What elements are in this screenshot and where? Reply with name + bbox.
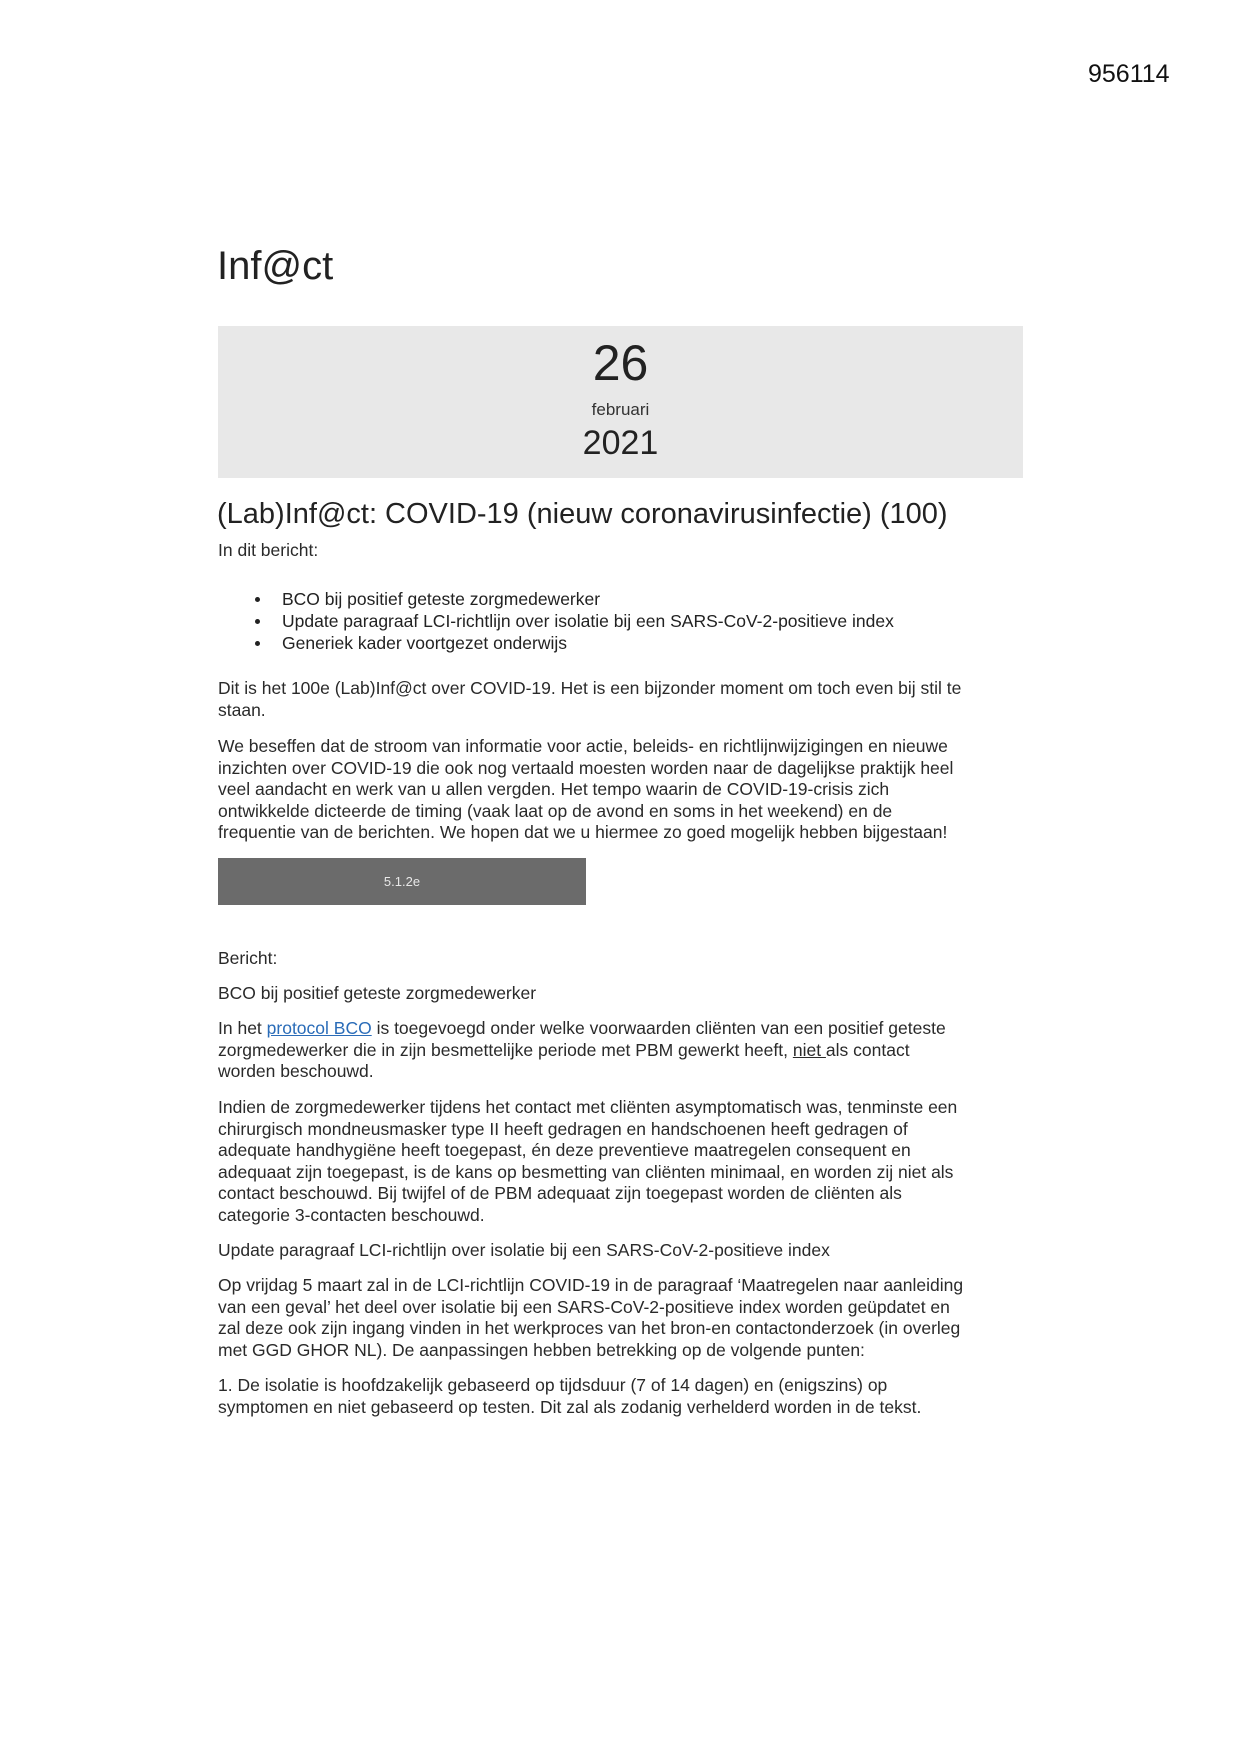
bericht-label: Bericht: bbox=[218, 948, 278, 968]
intro-label: In dit bericht: bbox=[218, 540, 319, 560]
message-title: (Lab)Inf@ct: COVID-19 (nieuw coronavirusinfectie) (100) bbox=[217, 498, 948, 530]
text-line: We beseffen dat de stroom van informatie voor actie, beleids- en richtlijnwijzigingen en nieuwe bbox=[218, 736, 948, 756]
text-line: veel aandacht en werk van u allen vergden. Het tempo waarin de COVID-19-crisis zich bbox=[218, 779, 890, 800]
text-line: contact beschouwd. Bij twijfel of de PBM adequaat zijn toegepast worden de cliënten als bbox=[218, 1183, 902, 1204]
paragraph-100th bbox=[218, 678, 961, 721]
paragraph-bco-protocol: In het protocol BCO is toegevoegd onder welke voorwaarden cliënten van een positief geteste zorgmedewerker die in zijn besmettelijke periode met PBM gewerkt heeft, niet als contact worden beschouwd. bbox=[218, 1018, 946, 1082]
text-line: Op vrijdag 5 maart zal in de LCI-richtlijn COVID-19 in de paragraaf ‘Maatregelen naar aanleiding bbox=[218, 1275, 964, 1295]
date-day: 26 bbox=[592, 335, 649, 391]
list-item: Generiek kader voortgezet onderwijs bbox=[255, 632, 894, 654]
text-line: adequate handhygiëne heeft toegepast, én deze preventieve maatregelen consequent en bbox=[218, 1140, 911, 1161]
date-month: februari bbox=[591, 400, 650, 419]
list-item: BCO bij positief geteste zorgmedewerker bbox=[255, 588, 894, 610]
paragraph-isolation bbox=[218, 1275, 963, 1361]
text-line: ontwikkelde dicteerde de timing (vaak laat op de avond en soms in het weekend) en de bbox=[218, 800, 893, 821]
section-heading-bco: BCO bij positief geteste zorgmedewerker bbox=[218, 983, 537, 1003]
text-line: inzichten over COVID-19 die ook nog vertaald moesten worden naar de dagelijkse praktijk heel bbox=[218, 757, 954, 778]
document-number: 956114 bbox=[1088, 60, 1170, 88]
text-line: Indien de zorgmedewerker tijdens het contact met cliënten asymptomatisch was, tenminste een bbox=[218, 1097, 958, 1117]
date-box bbox=[218, 326, 1023, 478]
paragraph-thanks bbox=[218, 736, 953, 844]
text-line: chirurgisch mondneusmasker type II heeft gedragen en handschoenen heeft gedragen of bbox=[218, 1118, 908, 1139]
list-item: Update paragraaf LCI-richtlijn over isolatie bij een SARS-CoV-2-positieve index bbox=[255, 610, 894, 632]
section-heading-isolation: Update paragraaf LCI-richtlijn over isolatie bij een SARS-CoV-2-positieve index bbox=[218, 1240, 830, 1260]
paragraph-bco-conditions bbox=[218, 1097, 957, 1227]
text-line: worden beschouwd. bbox=[218, 1061, 374, 1082]
paragraph-point-1 bbox=[218, 1375, 921, 1418]
text-line: adequaat zijn toegepast, is de kans op besmetting van cliënten minimaal, en worden zij niet als bbox=[218, 1161, 954, 1182]
text-line: symptomen en niet gebaseerd op testen. Dit zal als zodanig verhelderd worden in de tekst. bbox=[218, 1396, 922, 1417]
summary-list bbox=[255, 588, 894, 654]
text-line: 1. De isolatie is hoofdzakelijk gebaseerd op tijdsduur (7 of 14 dagen) en (enigszins) op bbox=[218, 1375, 888, 1395]
date-year: 2021 bbox=[582, 424, 659, 462]
text-line: staan. bbox=[218, 699, 266, 720]
text-line: van een geval’ het deel over isolatie bij een SARS-CoV-2-positieve index worden geüpdatet en bbox=[218, 1296, 950, 1317]
text-line: met GGD GHOR NL). De aanpassingen hebben betrekking op de volgende punten: bbox=[218, 1339, 865, 1360]
protocol-bco-link[interactable]: protocol BCO bbox=[266, 1018, 372, 1038]
text-line: frequentie van de berichten. We hopen dat we u hiermee zo goed mogelijk hebben bijgestaan! bbox=[218, 822, 948, 843]
text-line: Dit is het 100e (Lab)Inf@ct over COVID-19. Het is een bijzonder moment om toch even bij stil te bbox=[218, 678, 962, 698]
text-line: categorie 3-contacten beschouwd. bbox=[218, 1204, 485, 1225]
text-line: zal deze ook zijn ingang vinden in het werkproces van het bron-en contactonderzoek (in overleg bbox=[218, 1318, 961, 1339]
brand-title: Inf@ct bbox=[217, 244, 334, 288]
redaction-block: 5.1.2e bbox=[218, 858, 586, 905]
